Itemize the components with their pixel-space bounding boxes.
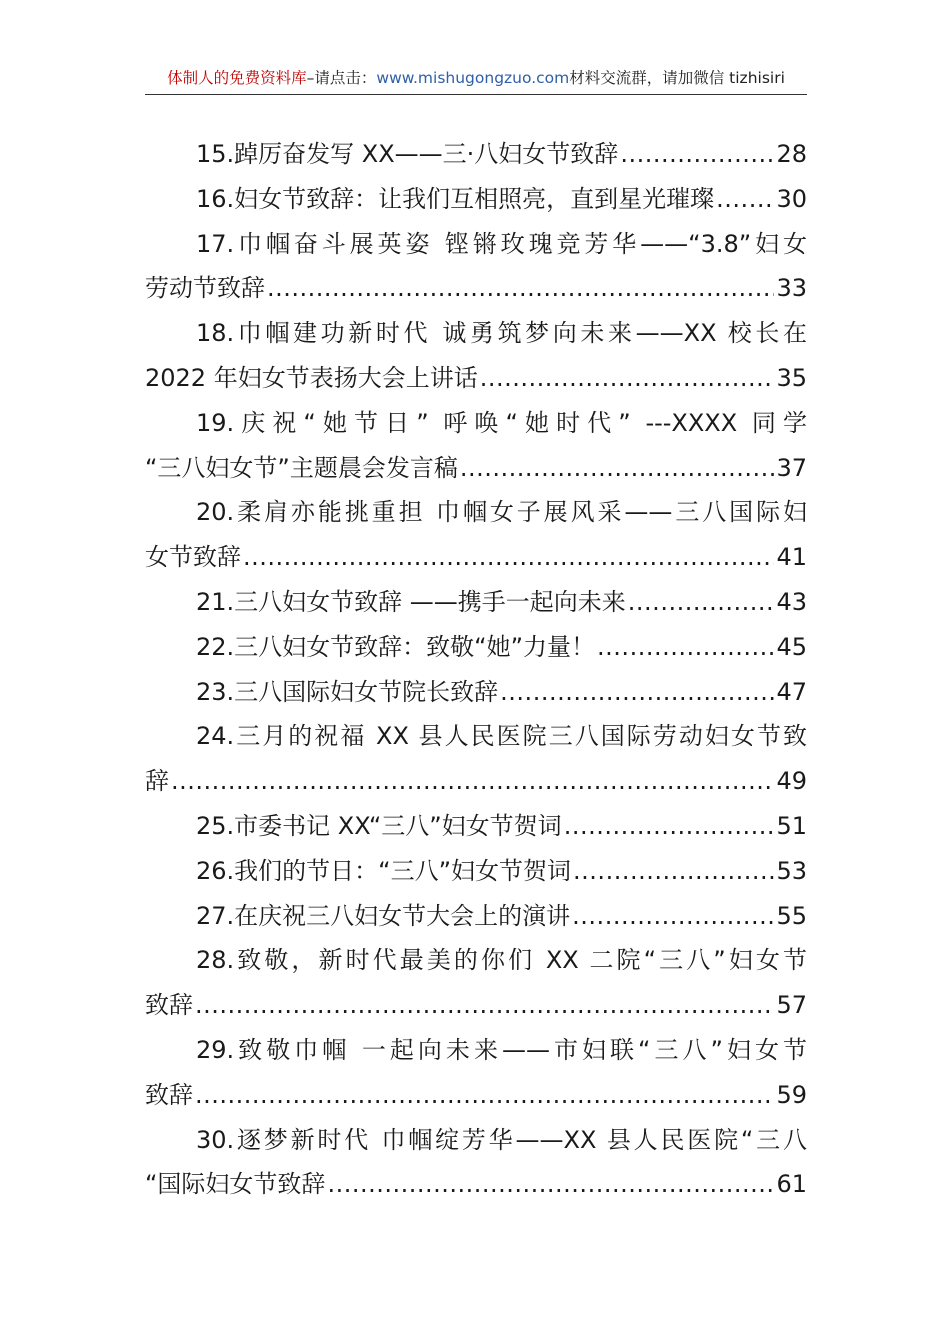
toc-entry-title: 20.柔肩亦能挑重担 巾帼女子展风采——三八国际妇	[196, 498, 807, 527]
toc-page-number: 45	[776, 632, 807, 661]
toc-entry-title: 23.三八国际妇女节院长致辞	[196, 677, 499, 706]
toc-entry-title: “三八妇女节”主题晨会发言稿	[145, 453, 458, 482]
toc-entry-title: 22.三八妇女节致辞：致敬“她”力量！	[196, 632, 596, 661]
toc-entry[interactable]	[145, 222, 807, 312]
toc-leader-dots	[195, 1073, 774, 1118]
toc-page-number: 43	[776, 587, 807, 616]
toc-leader-dots	[572, 894, 774, 939]
toc-leader-dots	[620, 132, 774, 177]
toc-entry[interactable]	[145, 580, 807, 625]
toc-entry-title: 24.三月的祝福 XX 县人民医院三八国际劳动妇女节致	[196, 722, 807, 751]
toc-entry-title: “国际妇女节致辞	[145, 1170, 326, 1199]
toc-leader-dots	[573, 849, 774, 894]
toc-page-number: 30	[776, 184, 807, 213]
toc-entry-title: 29.致敬巾帼 一起向未来——市妇联“三八”妇女节	[196, 1035, 807, 1064]
table-of-contents	[145, 132, 807, 1207]
toc-entry[interactable]	[145, 670, 807, 715]
toc-entry[interactable]	[145, 714, 807, 804]
toc-entry-title: 25.市委书记 XX“三八”妇女节贺词	[196, 811, 562, 840]
toc-page-number: 47	[776, 677, 807, 706]
toc-entry-title: 27.在庆祝三八妇女节大会上的演讲	[196, 901, 571, 930]
toc-page-number: 35	[776, 363, 807, 392]
header-url-link[interactable]: www.mishugongzuo.com	[376, 69, 570, 87]
toc-entry[interactable]	[145, 1118, 807, 1208]
header-site-name[interactable]: 体制人的免费资料库	[167, 69, 307, 87]
toc-entry-title: 2022 年妇女节表扬大会上讲话	[145, 363, 478, 392]
toc-entry-title: 辞	[145, 767, 169, 796]
toc-entry[interactable]	[145, 490, 807, 580]
toc-entry[interactable]	[145, 177, 807, 222]
toc-entry-title: 26.我们的节日：“三八”妇女节贺词	[196, 856, 572, 885]
header-prompt: –请点击：	[306, 69, 377, 87]
toc-entry[interactable]	[145, 311, 807, 401]
toc-leader-dots	[500, 670, 774, 715]
toc-entry[interactable]	[145, 132, 807, 177]
toc-leader-dots	[716, 177, 774, 222]
toc-entry-title: 21.三八妇女节致辞 ——携手一起向未来	[196, 587, 626, 616]
toc-entry[interactable]	[145, 804, 807, 849]
toc-page-number: 55	[776, 901, 807, 930]
toc-page-number: 53	[776, 856, 807, 885]
toc-entry-title: 28.致敬，新时代最美的你们 XX 二院“三八”妇女节	[196, 946, 807, 975]
toc-page-number: 59	[776, 1080, 807, 1109]
toc-leader-dots	[628, 580, 775, 625]
toc-page-number: 49	[776, 767, 807, 796]
toc-page-number: 51	[776, 811, 807, 840]
toc-page-number: 57	[776, 991, 807, 1020]
toc-leader-dots	[597, 625, 774, 670]
toc-entry-title: 劳动节致辞	[145, 274, 265, 303]
toc-leader-dots	[480, 356, 775, 401]
toc-page-number: 61	[776, 1170, 807, 1199]
toc-page-number: 33	[776, 274, 807, 303]
toc-leader-dots	[460, 446, 775, 491]
toc-leader-dots	[267, 266, 774, 311]
toc-leader-dots	[327, 1162, 774, 1207]
toc-entry[interactable]	[145, 938, 807, 1028]
toc-leader-dots	[195, 983, 774, 1028]
toc-page-number: 37	[776, 453, 807, 482]
toc-entry-title: 30.逐梦新时代 巾帼绽芳华——XX 县人民医院“三八	[196, 1125, 807, 1154]
toc-entry-title: 致辞	[145, 1080, 193, 1109]
page-header	[145, 66, 807, 95]
toc-leader-dots	[171, 759, 774, 804]
toc-page-number: 41	[776, 543, 807, 572]
toc-entry-title: 致辞	[145, 991, 193, 1020]
toc-leader-dots	[564, 804, 775, 849]
toc-entry-title: 19.庆祝“她节日” 呼唤“她时代” ---XXXX 同学	[196, 408, 807, 437]
toc-entry[interactable]	[145, 625, 807, 670]
toc-entry[interactable]	[145, 894, 807, 939]
toc-entry-title: 15.踔厉奋发写 XX——三·八妇女节致辞	[196, 140, 619, 168]
toc-page-number: 28	[776, 140, 807, 168]
toc-entry-title: 16.妇女节致辞：让我们互相照亮，直到星光璀璨	[196, 184, 715, 213]
toc-entry[interactable]	[145, 401, 807, 491]
toc-entry-title: 女节致辞	[145, 543, 241, 572]
header-suffix: 材料交流群，请加微信 tizhisiri	[569, 69, 785, 87]
toc-entry[interactable]	[145, 849, 807, 894]
toc-entry[interactable]	[145, 1028, 807, 1118]
toc-entry-title: 18.巾帼建功新时代 诚勇筑梦向未来——XX 校长在	[196, 319, 807, 348]
toc-leader-dots	[243, 535, 774, 580]
toc-entry-title: 17.巾帼奋斗展英姿 铿锵玫瑰竞芳华——“3.8”妇女	[196, 229, 807, 258]
